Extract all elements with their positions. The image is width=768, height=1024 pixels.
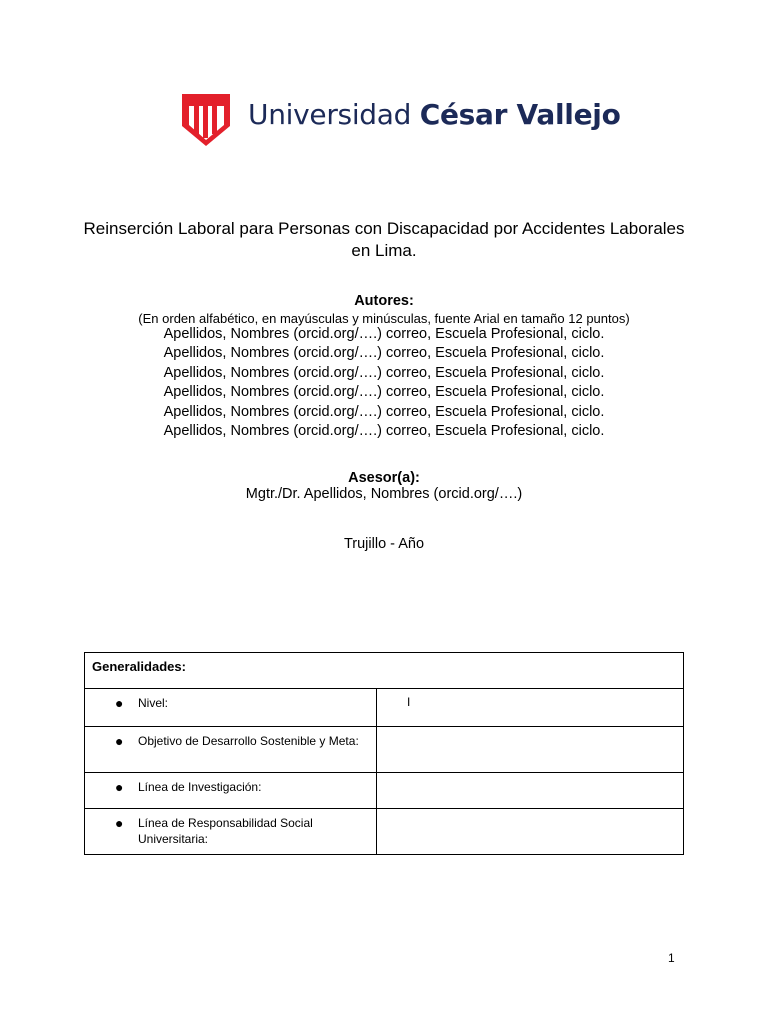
- ucv-shield-icon: [180, 92, 232, 148]
- bullet-icon: ●: [115, 733, 124, 749]
- university-name: Universidad César Vallejo: [248, 98, 621, 131]
- authors-heading: Autores:: [354, 293, 414, 309]
- table-row: [85, 727, 684, 773]
- row-value: [377, 773, 684, 809]
- university-logo: [180, 92, 621, 148]
- place-year: Trujillo - Año: [343, 536, 425, 552]
- row-value: [377, 727, 684, 773]
- authors-note: (En orden alfabético, en mayúsculas y minúsculas, fuente Arial en tamaño 12 puntos): [138, 311, 630, 326]
- generalities-table: [84, 652, 684, 855]
- author-entry: Apellidos, Nombres (orcid.org/….) correo, Escuela Profesional, ciclo.: [163, 403, 605, 420]
- table-row: [85, 689, 684, 727]
- row-label: Nivel:: [138, 696, 169, 710]
- bullet-icon: ●: [115, 779, 124, 795]
- bullet-icon: ●: [115, 695, 124, 711]
- document-title: Reinserción Laboral para Personas con Discapacidad por Accidentes Laborales en Lima.: [83, 219, 685, 260]
- authors-list: [60, 325, 708, 441]
- row-label: Línea de Responsabilidad Social Universitaria:: [138, 816, 313, 846]
- author-entry: Apellidos, Nombres (orcid.org/….) correo, Escuela Profesional, ciclo.: [163, 326, 605, 342]
- row-label: Objetivo de Desarrollo Sostenible y Meta:: [138, 734, 359, 748]
- author-entry: Apellidos, Nombres (orcid.org/….) correo, Escuela Profesional, ciclo.: [163, 384, 605, 401]
- author-entry: Apellidos, Nombres (orcid.org/….) correo, Escuela Profesional, ciclo.: [163, 345, 605, 362]
- table-row: [85, 773, 684, 809]
- bullet-icon: ●: [115, 815, 124, 831]
- page-number: 1: [668, 951, 675, 965]
- row-label: Línea de Investigación:: [138, 780, 262, 794]
- row-value: I: [377, 689, 684, 727]
- generalities-heading: Generalidades:: [85, 653, 684, 689]
- advisor-heading: Asesor(a):: [348, 470, 420, 486]
- advisor-name: Mgtr./Dr. Apellidos, Nombres (orcid.org/….): [245, 486, 523, 502]
- row-value: [377, 809, 684, 855]
- author-entry: Apellidos, Nombres (orcid.org/….) correo, Escuela Profesional, ciclo.: [163, 423, 605, 440]
- author-entry: Apellidos, Nombres (orcid.org/….) correo, Escuela Profesional, ciclo.: [163, 364, 605, 381]
- table-row: [85, 809, 684, 855]
